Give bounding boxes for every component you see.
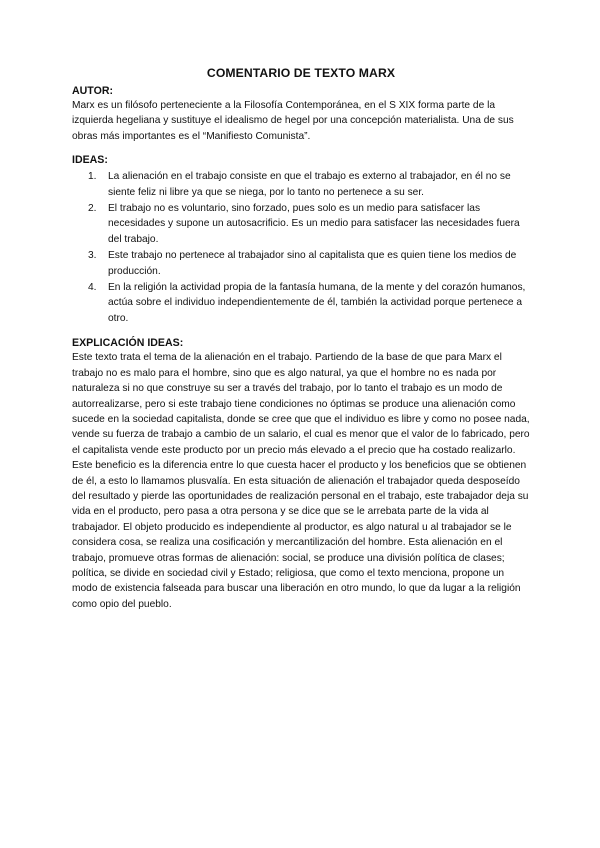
explicacion-section — [72, 336, 530, 612]
list-item — [72, 280, 530, 326]
list-item-number: 2. — [88, 203, 97, 215]
spacer — [72, 327, 530, 336]
list-item — [72, 248, 530, 279]
explicacion-heading: EXPLICACIÓN IDEAS: — [72, 337, 184, 350]
autor-section — [72, 84, 530, 144]
autor-heading: AUTOR: — [72, 85, 113, 97]
ideas-list — [72, 169, 530, 326]
list-item-text: Este trabajo no pertenece al trabajador sino al capitalista que es quien tiene los medios de producción. — [108, 250, 517, 277]
autor-text: Marx es un filósofo perteneciente a la Filosofía Contemporánea, en el S XIX forma parte de la izquierda hegeliana y sustituye el idealismo de hegel por una concepción materialista. Una de sus obras más importantes es el “Manifiesto Comunista”. — [72, 100, 514, 142]
list-item — [72, 201, 530, 247]
spacer — [72, 144, 530, 153]
ideas-section — [72, 153, 530, 326]
list-item-number: 3. — [88, 250, 97, 262]
list-item-text: El trabajo no es voluntario, sino forzado, pues solo es un medio para satisfacer las necesidades y supone un autosacrificio. Es un medio para satisfacer las necesidades fuera del trabajo. — [108, 203, 520, 245]
list-item-text: En la religión la actividad propia de la fantasía humana, de la mente y del corazón humanos, actúa sobre el individuo independientemente de él, también la actividad porque pertenece a otro. — [108, 282, 526, 324]
list-item-number: 1. — [88, 171, 97, 183]
document-page — [72, 66, 530, 612]
ideas-heading: IDEAS: — [72, 154, 108, 167]
list-item — [72, 169, 530, 200]
list-item-text: La alienación en el trabajo consiste en que el trabajo es externo al trabajador, en él no se siente feliz ni libre ya que se niega, por lo tanto no pertenece a su ser. — [108, 171, 511, 198]
list-item-number: 4. — [88, 282, 97, 294]
explicacion-text: Este texto trata el tema de la alienación en el trabajo. Partiendo de la base de que para Marx el trabajo no es malo para el hombre, sino que es algo natural, ya que el hombre no es nada por naturaleza si no que construye su ser a través del trabajo, por lo tanto el trabajo es un modo de autorrealizarse, pero si este trabajo tiene condiciones no óptimas se produce una alienación como sucede en la sociedad capitalista, donde se cree que que el individuo es libre y como no posee nada, vende su fuerza de trabajo a cambio de un salario, el cual es menor que el valor de lo fabricado, pero el capitalista vende este producto por un precio más elevado a el precio que ha costado realizarlo. Este beneficio es la diferencia entre lo que cuesta hacer el producto y los beneficios que se obtienen de él, a esto lo llamamos plusvalía. En esta situación de alienación el trabajador queda desposeído del resultado y pierde las oportunidades de realización personal en el trabajo, este trabajador deja su vida en el producto, pero pasa a otra persona y se dice que se le arrebata parte de la vida al trabajador. El objeto producido es independiente al productor, es algo natural u al trabajador se le considera cosa, se realiza una cosificación y mercantilización del hombre. Esta alienación en el trabajo, promueve otras formas de alienación: social, se produce una división política de clases; política, se divide en sociedad civil y Estado; religiosa, que como el texto menciona, propone un modo de existencia falseada para buscar una liberación en otro mundo, lo que da lugar a la religión como opio del pueblo. — [72, 352, 530, 610]
document-title: COMENTARIO DE TEXTO MARX — [206, 66, 396, 80]
